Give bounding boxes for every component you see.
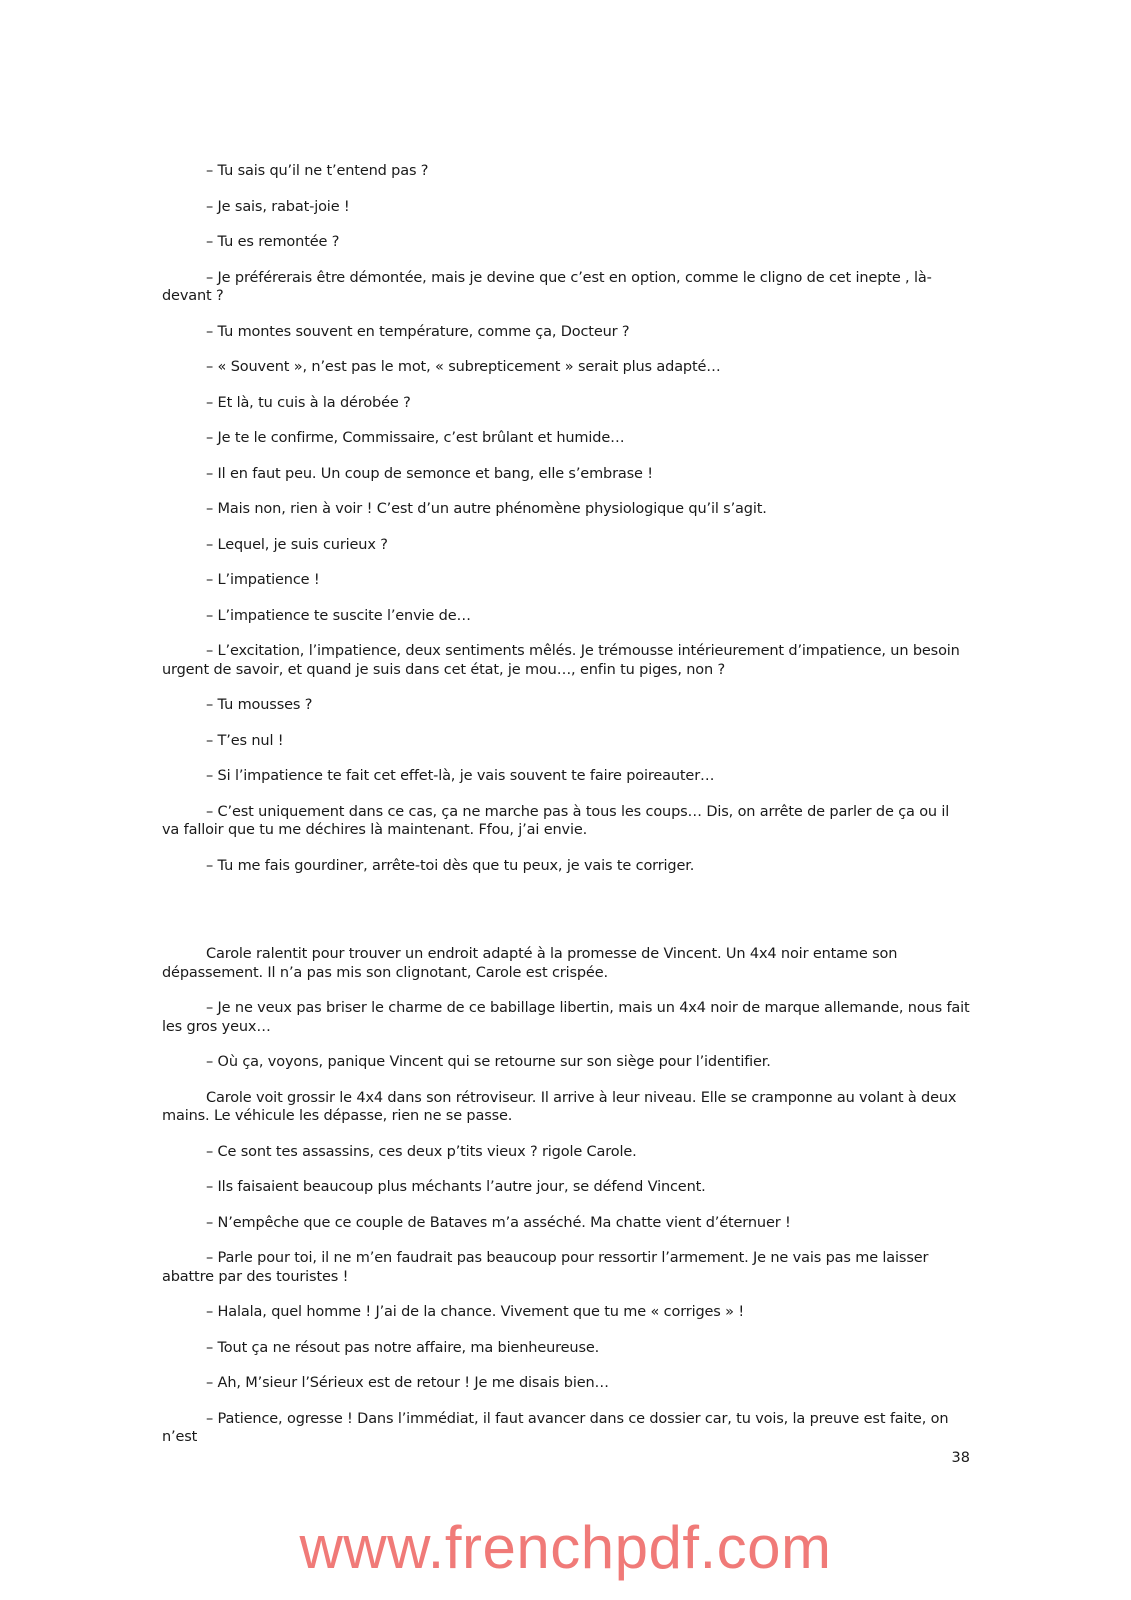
- section-break: [162, 892, 970, 945]
- paragraph: – Tu mousses ?: [206, 697, 313, 713]
- paragraph: – Tu sais qu’il ne t’entend pas ?: [206, 163, 429, 179]
- paragraph: – Je sais, rabat-joie !: [206, 198, 350, 215]
- body-text: [162, 162, 970, 1464]
- narrative-section: [162, 945, 970, 1447]
- paragraph: – Où ça, voyons, panique Vincent qui se retourne sur son siège pour l’identifier.: [206, 1054, 771, 1070]
- paragraph: Carole voit grossir le 4x4 dans son rétroviseur. Il arrive à leur niveau. Elle se cramponne au volant à deux mains. Le véhicule les dépasse, rien ne se passe.: [162, 1089, 957, 1124]
- paragraph: – Je ne veux pas briser le charme de ce babillage libertin, mais un 4x4 noir de marque allemande, nous fait les gros yeux…: [162, 1000, 970, 1035]
- paragraph: – Tout ça ne résout pas notre affaire, ma bienheureuse.: [206, 1339, 600, 1356]
- paragraph: – Ce sont tes assassins, ces deux p’tits vieux ? rigole Carole.: [206, 1143, 637, 1160]
- paragraph: – L’impatience !: [206, 572, 320, 588]
- paragraph: – « Souvent », n’est pas le mot, « subrepticement » serait plus adapté…: [206, 359, 721, 375]
- paragraph: – T’es nul !: [206, 732, 284, 749]
- paragraph: – Patience, ogresse ! Dans l’immédiat, il faut avancer dans ce dossier car, tu vois, la preuve est faite, on n’est: [162, 1410, 949, 1445]
- paragraph: – Je te le confirme, Commissaire, c’est brûlant et humide…: [206, 430, 625, 446]
- paragraph: – Il en faut peu. Un coup de semonce et bang, elle s’embrase !: [206, 465, 653, 482]
- paragraph: – L’impatience te suscite l’envie de…: [206, 607, 471, 624]
- paragraph: – Tu me fais gourdiner, arrête-toi dès que tu peux, je vais te corriger.: [206, 857, 695, 874]
- paragraph: Carole ralentit pour trouver un endroit adapté à la promesse de Vincent. Un 4x4 noir entame son dépassement. Il n’a pas mis son clignotant, Carole est crispée.: [162, 946, 898, 981]
- paragraph: – N’empêche que ce couple de Bataves m’a asséché. Ma chatte vient d’éternuer !: [206, 1214, 791, 1231]
- paragraph: – Et là, tu cuis à la dérobée ?: [206, 394, 411, 411]
- dialogue-section: [162, 162, 970, 875]
- watermark-link[interactable]: www.frenchpdf.com: [299, 1514, 832, 1581]
- paragraph: – Ah, M’sieur l’Sérieux est de retour ! Je me disais bien…: [206, 1375, 609, 1391]
- paragraph: – Parle pour toi, il ne m’en faudrait pas beaucoup pour ressortir l’armement. Je ne vais pas me laisser abattre par des touristes !: [162, 1250, 929, 1285]
- paragraph: – Tu es remontée ?: [206, 234, 340, 250]
- paragraph: – L’excitation, l’impatience, deux sentiments mêlés. Je trémousse intérieurement d’impatience, un besoin urgent de savoir, et quand je suis dans cet état, je mou…, enfin tu piges, non ?: [162, 643, 960, 678]
- paragraph: – Halala, quel homme ! J’ai de la chance. Vivement que tu me « corriges » !: [206, 1304, 745, 1320]
- paragraph: – Si l’impatience te fait cet effet-là, je vais souvent te faire poireauter…: [206, 768, 715, 784]
- paragraph: – Ils faisaient beaucoup plus méchants l’autre jour, se défend Vincent.: [206, 1179, 706, 1195]
- paragraph: – Lequel, je suis curieux ?: [206, 536, 388, 553]
- page-number: 38: [951, 1450, 970, 1466]
- paragraph: – Je préférerais être démontée, mais je devine que c’est en option, comme le cligno de cet inepte , là-devant ?: [162, 269, 932, 304]
- paragraph: – Tu montes souvent en température, comme ça, Docteur ?: [206, 323, 630, 340]
- paragraph: – Mais non, rien à voir ! C’est d’un autre phénomène physiologique qu’il s’agit.: [206, 501, 767, 517]
- paragraph: – C’est uniquement dans ce cas, ça ne marche pas à tous les coups… Dis, on arrête de parler de ça ou il va falloir que tu me déchires là maintenant. Ffou, j’ai envie.: [162, 803, 950, 838]
